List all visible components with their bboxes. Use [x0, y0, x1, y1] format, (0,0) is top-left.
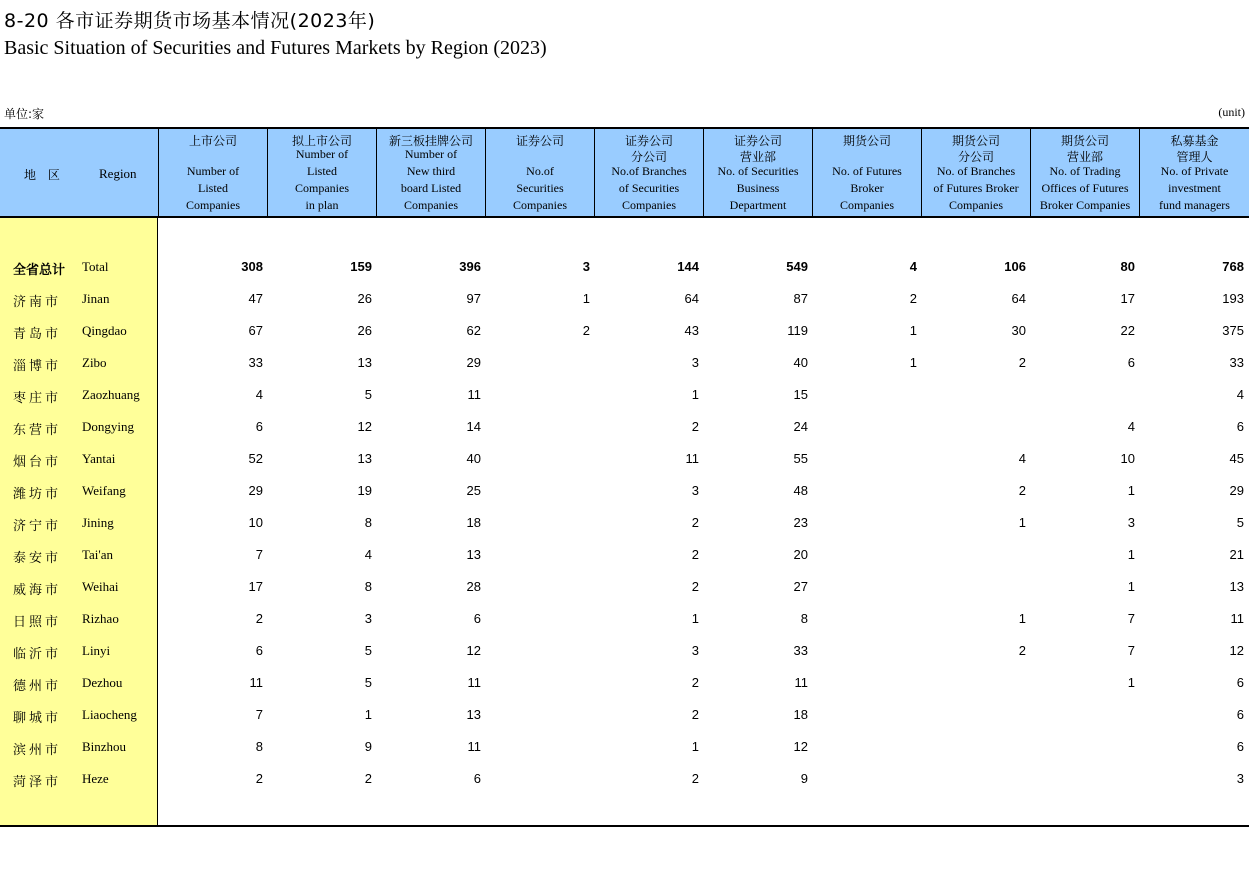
region-name-chinese: 日照市	[13, 615, 62, 630]
table-cell-value: 1	[364, 707, 372, 722]
region-name-chinese: 济南市	[13, 295, 62, 310]
table-cell-value: 2	[1018, 355, 1026, 370]
table-cell-value: 7	[1127, 643, 1135, 658]
table-cell-value: 11	[467, 387, 481, 402]
table-row	[0, 507, 1249, 539]
column-header-1	[158, 129, 267, 216]
table-title-chinese: 8-20 各市证券期货市场基本情况(2023年)	[4, 10, 376, 32]
region-name-chinese: 滨州市	[13, 743, 62, 758]
region-name-chinese: 枣庄市	[13, 391, 62, 406]
column-header-chinese: 证券公司 分公司	[624, 134, 673, 164]
table-row	[0, 603, 1249, 635]
column-header-english-line: No.of Branches	[611, 164, 687, 178]
table-cell-value: 396	[459, 259, 481, 274]
column-header-english-line: Broker	[850, 181, 884, 195]
column-header-english-line: Securities	[516, 181, 564, 195]
table-cell-value: 1	[1127, 483, 1135, 498]
table-cell-value: 64	[1011, 291, 1026, 306]
table-cell-value: 25	[466, 483, 481, 498]
table-cell-value: 3	[1236, 771, 1244, 786]
column-header-english-line: No. of Trading	[1049, 164, 1121, 178]
table-cell-value: 28	[466, 579, 481, 594]
column-header-english-line: of Futures Broker	[933, 181, 1019, 195]
column-header-english-line: Offices of Futures	[1041, 181, 1129, 195]
table-cell-value: 12	[466, 643, 481, 658]
table-cell-value: 2	[691, 675, 699, 690]
region-name-english: Binzhou	[82, 739, 127, 754]
table-cell-value: 3	[582, 259, 590, 274]
table-cell-value: 3	[691, 643, 699, 658]
table-row	[0, 699, 1249, 731]
table-row	[0, 315, 1249, 347]
region-header-english: Region	[99, 166, 137, 181]
table-cell-value: 1	[1018, 515, 1026, 530]
table-cell-value: 159	[350, 259, 372, 274]
column-header-english-line: Number of	[295, 147, 349, 161]
region-name-chinese: 全省总计	[13, 263, 66, 278]
table-cell-value: 17	[248, 579, 263, 594]
table-cell-value: 2	[691, 419, 699, 434]
table-cell-value: 40	[466, 451, 481, 466]
table-cell-value: 1	[1127, 547, 1135, 562]
table-cell-value: 80	[1120, 259, 1135, 274]
column-header-english	[486, 163, 594, 214]
table-cell-value: 6	[473, 611, 481, 626]
table-cell-value: 24	[793, 419, 808, 434]
region-name-chinese: 东营市	[13, 423, 62, 438]
table-cell-value: 1	[1127, 579, 1135, 594]
table-cell-value: 21	[1229, 547, 1244, 562]
table-row	[0, 667, 1249, 699]
table-cell-value: 29	[248, 483, 263, 498]
table-cell-value: 6	[255, 419, 263, 434]
table-cell-value: 18	[466, 515, 481, 530]
table-row	[0, 731, 1249, 763]
table-cell-value: 6	[1127, 355, 1135, 370]
table-cell-value: 11	[685, 451, 699, 466]
table-cell-value: 7	[255, 707, 263, 722]
table-cell-value: 1	[582, 291, 590, 306]
table-cell-value: 4	[909, 259, 917, 274]
unit-label-english: (unit)	[1218, 105, 1245, 119]
table-cell-value: 10	[1120, 451, 1135, 466]
column-header-english	[1140, 163, 1249, 214]
table-cell-value: 11	[249, 675, 263, 690]
region-name-english: Tai'an	[82, 547, 114, 562]
table-cell-value: 1	[1018, 611, 1026, 626]
table-cell-value: 62	[466, 323, 481, 338]
table-cell-value: 9	[800, 771, 808, 786]
table-cell-value: 8	[364, 579, 372, 594]
column-header-chinese: 私募基金 管理人	[1170, 134, 1219, 164]
region-name-english: Zaozhuang	[82, 387, 140, 402]
column-header-english-line: Companies	[622, 198, 676, 212]
column-header-chinese: 期货公司 营业部	[1060, 134, 1109, 164]
table-cell-value: 13	[357, 451, 372, 466]
table-cell-value: 1	[1127, 675, 1135, 690]
column-header-english-line: of Securities	[618, 181, 680, 195]
table-cell-value: 2	[1018, 483, 1026, 498]
table-cell-value: 8	[800, 611, 808, 626]
table-cell-value: 40	[793, 355, 808, 370]
table-row	[0, 443, 1249, 475]
table-bottom-rule	[0, 825, 1249, 827]
table-header	[0, 127, 1249, 218]
region-name-english: Heze	[82, 771, 109, 786]
column-header-6	[703, 129, 812, 216]
table-cell-value: 3	[364, 611, 372, 626]
table-cell-value: 5	[364, 675, 372, 690]
column-header-english-line: Business	[736, 181, 780, 195]
column-header-english-line: No. of Futures	[832, 164, 902, 178]
region-name-english: Linyi	[82, 643, 111, 658]
region-name-english: Weihai	[82, 579, 119, 594]
column-header-english-line: Department	[729, 198, 787, 212]
column-header-english-line: Number of	[404, 147, 458, 161]
table-cell-value: 47	[248, 291, 263, 306]
column-header-english	[159, 163, 267, 214]
table-cell-value: 12	[793, 739, 808, 754]
table-cell-value: 64	[684, 291, 699, 306]
region-name-english: Liaocheng	[82, 707, 137, 722]
region-name-chinese: 聊城市	[13, 711, 62, 726]
table-cell-value: 12	[1229, 643, 1244, 658]
table-cell-value: 106	[1004, 259, 1026, 274]
table-cell-value: 1	[691, 611, 699, 626]
column-header-english	[922, 163, 1030, 214]
column-header-english-line: in plan	[305, 198, 339, 212]
column-header-english-line: investment	[1168, 181, 1221, 195]
column-header-chinese: 证券公司 营业部	[733, 134, 782, 164]
table-cell-value: 6	[1236, 675, 1244, 690]
table-row	[0, 571, 1249, 603]
table-cell-value: 27	[793, 579, 808, 594]
table-cell-value: 29	[1229, 483, 1244, 498]
table-cell-value: 8	[255, 739, 263, 754]
table-cell-value: 1	[691, 739, 699, 754]
column-header-english-line: No. of Securities	[717, 164, 799, 178]
table-cell-value: 2	[364, 771, 372, 786]
table-cell-value: 18	[793, 707, 808, 722]
column-header-english-line: New third	[406, 164, 456, 178]
column-header-english-line: Listed	[307, 164, 337, 178]
unit-label-chinese: 单位:家	[4, 107, 45, 121]
table-cell-value: 30	[1011, 323, 1026, 338]
table-cell-value: 5	[1236, 515, 1244, 530]
region-name-chinese: 威海市	[13, 583, 62, 598]
table-cell-value: 2	[691, 579, 699, 594]
region-name-english: Yantai	[82, 451, 116, 466]
column-header-english	[377, 146, 485, 214]
region-name-english: Weifang	[82, 483, 126, 498]
table-cell-value: 20	[793, 547, 808, 562]
table-cell-value: 26	[357, 291, 372, 306]
table-cell-value: 193	[1222, 291, 1244, 306]
region-column-header	[0, 129, 158, 216]
table-cell-value: 7	[255, 547, 263, 562]
table-cell-value: 29	[466, 355, 481, 370]
column-header-english	[1031, 163, 1139, 214]
table-cell-value: 97	[466, 291, 481, 306]
table-cell-value: 26	[357, 323, 372, 338]
table-cell-value: 13	[466, 707, 481, 722]
table-cell-value: 1	[691, 387, 699, 402]
table-cell-value: 375	[1222, 323, 1244, 338]
table-row	[0, 411, 1249, 443]
column-header-english	[595, 163, 703, 214]
table-row	[0, 475, 1249, 507]
table-row	[0, 347, 1249, 379]
region-name-chinese: 潍坊市	[13, 487, 62, 502]
table-cell-value: 15	[793, 387, 808, 402]
column-header-english-line: Companies	[840, 198, 894, 212]
table-cell-value: 4	[1236, 387, 1244, 402]
table-cell-value: 2	[1018, 643, 1026, 658]
column-header-5	[594, 129, 703, 216]
column-header-english-line: fund managers	[1159, 198, 1230, 212]
region-name-english: Jinan	[82, 291, 110, 306]
table-cell-value: 11	[467, 675, 481, 690]
table-cell-value: 19	[357, 483, 372, 498]
table-cell-value: 13	[357, 355, 372, 370]
table-row	[0, 539, 1249, 571]
region-name-chinese: 济宁市	[13, 519, 62, 534]
table-cell-value: 43	[684, 323, 699, 338]
column-header-english-line: Companies	[513, 198, 567, 212]
table-cell-value: 2	[691, 707, 699, 722]
table-row	[0, 283, 1249, 315]
table-cell-value: 3	[691, 483, 699, 498]
region-name-chinese: 淄博市	[13, 359, 62, 374]
table-cell-value: 1	[909, 355, 917, 370]
column-header-2	[267, 129, 376, 216]
table-cell-value: 33	[793, 643, 808, 658]
table-cell-value: 3	[691, 355, 699, 370]
table-cell-value: 5	[364, 387, 372, 402]
region-name-chinese: 青岛市	[13, 327, 62, 342]
table-cell-value: 5	[364, 643, 372, 658]
column-header-3	[376, 129, 485, 216]
table-cell-value: 549	[786, 259, 808, 274]
table-cell-value: 2	[691, 771, 699, 786]
table-cell-value: 144	[677, 259, 699, 274]
table-row-total	[0, 251, 1249, 283]
column-header-english-line: Companies	[186, 198, 240, 212]
region-name-chinese: 德州市	[13, 679, 62, 694]
column-header-english	[268, 146, 376, 214]
statistics-table	[0, 127, 1249, 827]
column-header-english	[704, 163, 812, 214]
region-name-english: Total	[82, 259, 109, 274]
region-name-english: Rizhao	[82, 611, 119, 626]
table-cell-value: 48	[793, 483, 808, 498]
table-cell-value: 52	[248, 451, 263, 466]
table-cell-value: 87	[793, 291, 808, 306]
region-name-english: Qingdao	[82, 323, 127, 338]
region-name-chinese: 烟台市	[13, 455, 62, 470]
table-cell-value: 9	[364, 739, 372, 754]
column-header-english-line: No. of Private	[1160, 164, 1229, 178]
column-header-english-line: Number of	[186, 164, 240, 178]
table-cell-value: 13	[1229, 579, 1244, 594]
table-cell-value: 33	[1229, 355, 1244, 370]
table-cell-value: 11	[1230, 611, 1244, 626]
table-cell-value: 119	[787, 323, 808, 338]
region-name-english: Dongying	[82, 419, 134, 434]
table-cell-value: 6	[255, 643, 263, 658]
table-cell-value: 11	[467, 739, 481, 754]
table-cell-value: 2	[691, 515, 699, 530]
column-header-english-line: Companies	[295, 181, 349, 195]
table-cell-value: 2	[582, 323, 590, 338]
column-header-english-line: board Listed	[400, 181, 462, 195]
table-cell-value: 4	[1018, 451, 1026, 466]
table-cell-value: 2	[255, 771, 263, 786]
column-header-chinese: 上市公司	[188, 134, 237, 148]
table-cell-value: 1	[909, 323, 917, 338]
region-name-chinese: 泰安市	[13, 551, 62, 566]
table-cell-value: 4	[364, 547, 372, 562]
table-row	[0, 635, 1249, 667]
table-cell-value: 2	[255, 611, 263, 626]
column-header-chinese: 新三板挂牌公司	[388, 134, 473, 148]
column-header-chinese: 期货公司	[842, 134, 891, 148]
table-row	[0, 763, 1249, 795]
table-cell-value: 4	[1127, 419, 1135, 434]
column-header-english-line: Companies	[949, 198, 1003, 212]
table-cell-value: 2	[691, 547, 699, 562]
table-cell-value: 14	[466, 419, 481, 434]
table-cell-value: 6	[1236, 739, 1244, 754]
table-cell-value: 10	[248, 515, 263, 530]
column-header-english-line: Listed	[198, 181, 228, 195]
column-header-9	[1030, 129, 1139, 216]
column-header-chinese: 期货公司 分公司	[951, 134, 1000, 164]
table-cell-value: 33	[248, 355, 263, 370]
column-header-chinese: 证券公司	[515, 134, 564, 148]
table-cell-value: 11	[794, 675, 808, 690]
table-cell-value: 308	[241, 259, 263, 274]
region-name-english: Zibo	[82, 355, 107, 370]
table-cell-value: 768	[1222, 259, 1244, 274]
table-cell-value: 23	[793, 515, 808, 530]
table-cell-value: 2	[909, 291, 917, 306]
column-header-7	[812, 129, 921, 216]
region-name-english: Dezhou	[82, 675, 123, 690]
column-header-chinese: 拟上市公司	[291, 134, 352, 148]
table-cell-value: 67	[248, 323, 263, 338]
table-cell-value: 13	[466, 547, 481, 562]
column-header-english	[813, 163, 921, 214]
table-cell-value: 7	[1127, 611, 1135, 626]
table-cell-value: 6	[1236, 707, 1244, 722]
table-row	[0, 379, 1249, 411]
table-cell-value: 6	[1236, 419, 1244, 434]
table-cell-value: 8	[364, 515, 372, 530]
column-header-english-line: No. of Branches	[936, 164, 1016, 178]
table-cell-value: 55	[793, 451, 808, 466]
table-cell-value: 22	[1120, 323, 1135, 338]
region-header-chinese: 地 区	[24, 168, 64, 182]
table-cell-value: 12	[357, 419, 372, 434]
table-cell-value: 4	[255, 387, 263, 402]
column-header-10	[1139, 129, 1249, 216]
region-name-chinese: 菏泽市	[13, 775, 62, 790]
table-cell-value: 17	[1120, 291, 1135, 306]
column-header-4	[485, 129, 594, 216]
column-header-english-line: Companies	[404, 198, 458, 212]
table-title-english: Basic Situation of Securities and Futures Markets by Region (2023)	[4, 37, 547, 59]
region-name-chinese: 临沂市	[13, 647, 62, 662]
table-cell-value: 3	[1127, 515, 1135, 530]
column-header-8	[921, 129, 1030, 216]
table-cell-value: 45	[1229, 451, 1244, 466]
column-header-english-line: Broker Companies	[1039, 198, 1131, 212]
region-name-english: Jining	[82, 515, 114, 530]
column-header-english-line: No.of	[526, 164, 554, 178]
table-cell-value: 6	[473, 771, 481, 786]
